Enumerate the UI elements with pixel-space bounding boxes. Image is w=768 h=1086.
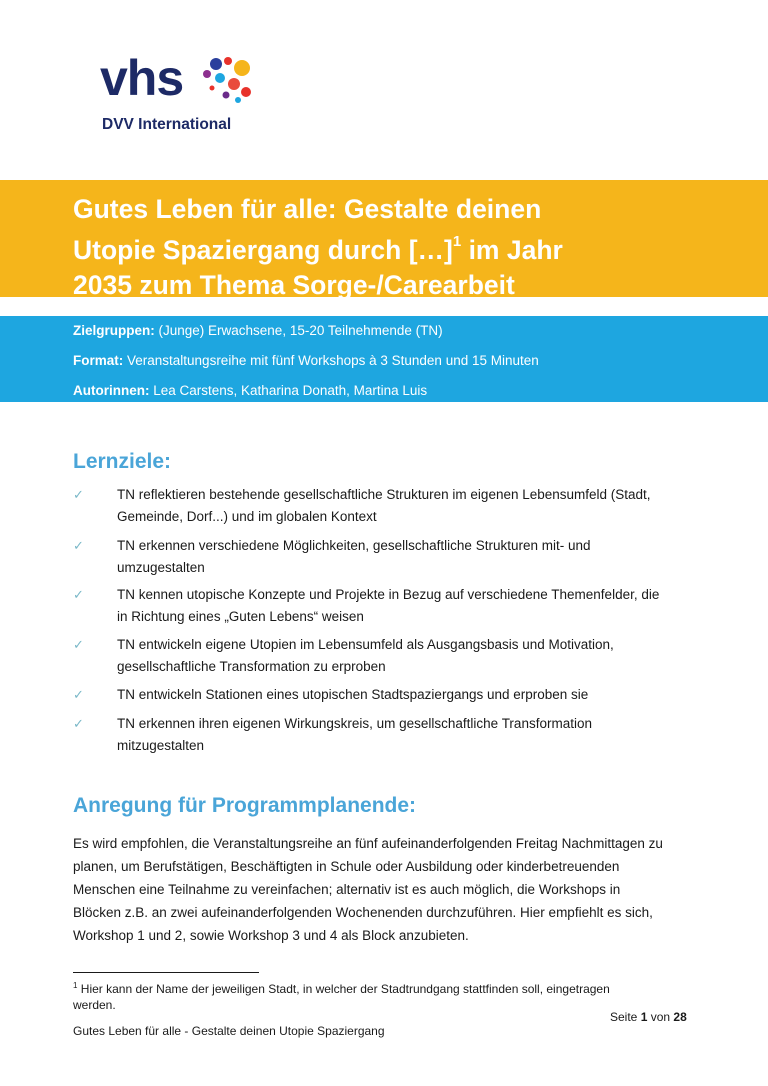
info-format (73, 352, 539, 370)
checkmark-icon: ✓ (73, 687, 84, 702)
document-title (73, 192, 733, 303)
planning-heading: Anregung für Programmplanende: (73, 794, 417, 817)
goal-text: TN reflektieren bestehende gesellschaftliche Strukturen im eigenen Lebensumfeld (Stadt, Gemeinde, Dorf...) und im globalen Kontext (117, 487, 651, 524)
info-target-groups (73, 322, 443, 340)
title-footnote-mark: 1 (452, 233, 462, 250)
logo-subtitle: DVV International (102, 116, 232, 133)
goals-heading: Lernziele: (73, 450, 172, 473)
checkmark-icon: ✓ (73, 587, 84, 602)
checkmark-icon: ✓ (73, 716, 84, 731)
info-target-value: (Junge) Erwachsene, 15-20 Teilnehmende (TN) (154, 323, 443, 338)
title-line-2: Utopie Spaziergang durch […] (73, 234, 453, 265)
info-format-value: Veranstaltungsreihe mit fünf Workshops à 3 Stunden und 15 Minuten (123, 353, 539, 368)
logo-wordmark: vhs (100, 50, 184, 106)
checkmark-icon: ✓ (73, 637, 84, 652)
goal-text: TN entwickeln Stationen eines utopischen Stadtspaziergangs und erproben sie (117, 687, 589, 702)
goal-text: TN erkennen ihren eigenen Wirkungskreis, um gesellschaftliche Transformation mitzugestalten (117, 716, 592, 753)
page-number: Seite 1 von 28 (610, 1010, 687, 1024)
logo-dots-icon (198, 52, 258, 108)
page-footer: Gutes Leben für alle - Gestalte deinen Utopie Spaziergang (73, 1024, 385, 1038)
checkmark-icon: ✓ (73, 538, 84, 553)
footnote: $^1$ Hier kann der Name der jeweiligen Stadt, in welcher der Stadtrundgang stattfinden soll, eingetragen werden. (73, 981, 610, 1012)
info-authors-label: Autorinnen: (73, 383, 150, 398)
vhs-logo (100, 50, 260, 140)
goal-text: TN erkennen verschiedene Möglichkeiten, gesellschaftliche Strukturen mit- und umzugestalten (117, 538, 591, 575)
goal-text: TN kennen utopische Konzepte und Projekte in Bezug auf verschiedene Themenfelder, die in Richtung eines „Guten Lebens“ weisen (117, 587, 660, 624)
title-line-2-tail: im Jahr (461, 234, 563, 265)
footnote-divider (73, 972, 259, 973)
goal-text: TN entwickeln eigene Utopien im Lebensumfeld als Ausgangsbasis und Motivation, gesellschaftliche Transformation zu erproben (117, 637, 614, 674)
info-target-label: Zielgruppen: (73, 323, 155, 338)
title-line-1: Gutes Leben für alle: Gestalte deinen (73, 194, 542, 224)
info-authors-value: Lea Carstens, Katharina Donath, Martina Luis (149, 383, 428, 398)
checkmark-icon: ✓ (73, 487, 84, 502)
planning-paragraph: Es wird empfohlen, die Veranstaltungsreihe an fünf aufeinanderfolgenden Freitag Nachmittagen zu planen, um Berufstätigen, Beschäftigten in Schule oder Ausbildung oder kinderbetreuenden Menschen eine Teilnahme zu vereinfachen; alternativ ist es auch möglich, die Workshops in Blöcken z.B. an zwei aufeinanderfolgenden Wochenenden durchzuführen. Hier empfiehlt es sich, Workshop 1 und 2, sowie Workshop 3 und 4 als Block anzubieten. (73, 836, 663, 943)
info-format-label: Format: (73, 353, 124, 368)
info-authors (73, 382, 427, 400)
footnote-mark: 1 (73, 981, 78, 990)
title-line-3: 2035 zum Thema Sorge-/Carearbeit (73, 269, 515, 300)
